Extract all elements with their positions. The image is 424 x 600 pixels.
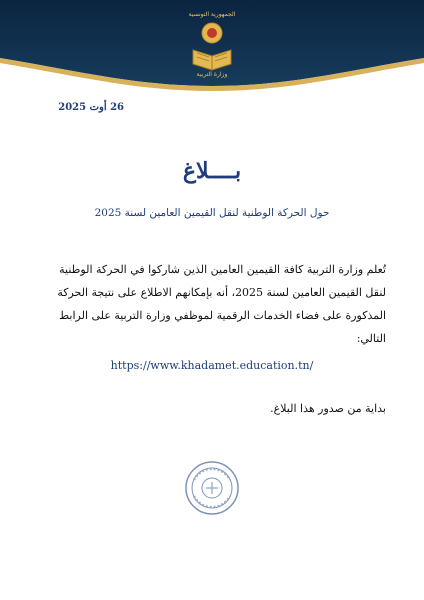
ministry-seal-icon <box>184 460 240 516</box>
announcement-body: تُعلم وزارة التربية كافة القيمين العامين الذين شاركوا في الحركة الوطنية لنقل القيمين العامين لسنة 2025، أنه بإمكانهم الاطلاع على نتيجة الحركة المذكورة على فضاء الخدمات الرقمية لموظفي وزارة التربية على الرابط التالي: <box>57 263 386 345</box>
page-subtitle: حول الحركة الوطنية لنقل القيمين العامين لسنة 2025 <box>94 207 330 219</box>
services-link[interactable]: https://www.khadamet.education.tn/ <box>110 359 314 372</box>
crest-title: الجمهورية التونسية <box>188 11 236 18</box>
page-title: بــــلاغ <box>182 158 242 184</box>
document-date: 26 أوت 2025 <box>58 102 124 113</box>
crest-subtitle: وزارة التربية <box>196 71 228 78</box>
closing-line: بداية من صدور هذا البلاغ. <box>270 402 386 415</box>
